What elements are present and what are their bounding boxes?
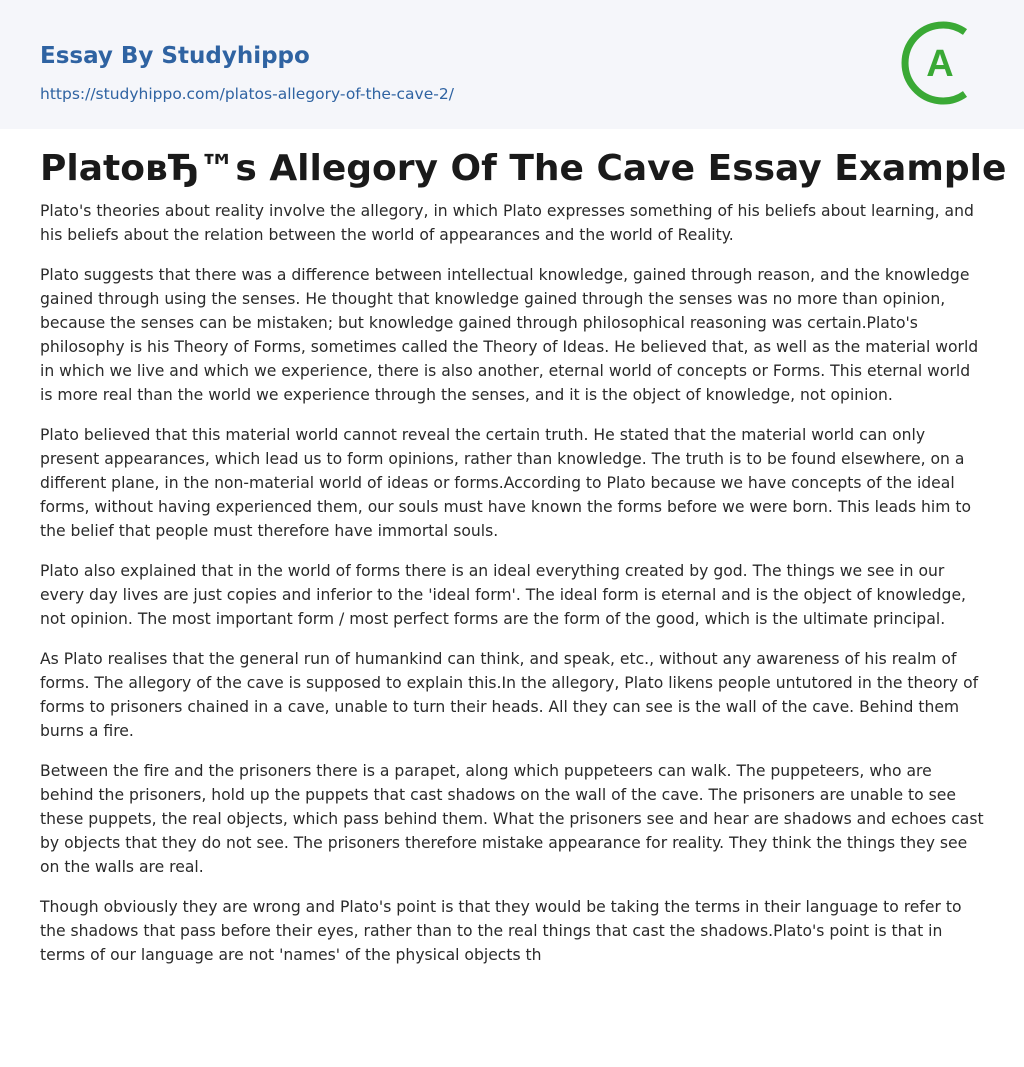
article-title: PlatoвЂ™s Allegory Of The Cave Essay Example bbox=[40, 148, 1007, 189]
article-paragraph: Plato also explained that in the world of forms there is an ideal everything created by god. The things we see in our every day lives are just copies and inferior to the 'ideal form'. The ideal form is eternal and is the object of knowledge, not opinion. The most important form / most perfect forms are the form of the good, which is the ultimate principal. bbox=[40, 562, 967, 628]
article-paragraph: Between the fire and the prisoners there is a parapet, along which puppeteers can walk. The puppeteers, who are behind the prisoners, hold up the puppets that cast shadows on the wall of the cave. The prisoners are unable to see these puppets, the real objects, which pass behind them. What the prisoners see and hear are shadows and echoes cast by objects that they do not see. The prisoners therefore mistake appearance for reality. They think the things they see on the walls are real. bbox=[40, 762, 984, 876]
article-paragraph: Though obviously they are wrong and Plato's point is that they would be taking the terms in their language to refer to the shadows that pass before their eyes, rather than to the real things that cast the shadows.Plato's point is that in terms of our language are not 'names' of the physical objects th bbox=[40, 898, 962, 964]
article-paragraph: Plato's theories about reality involve the allegory, in which Plato expresses something of his beliefs about learning, and his beliefs about the relation between the world of appearances and the world of Reality. bbox=[40, 202, 974, 244]
site-brand[interactable]: Essay By Studyhippo bbox=[40, 43, 310, 69]
site-header bbox=[0, 0, 1024, 129]
logo-icon[interactable] bbox=[897, 18, 987, 108]
article-body bbox=[0, 147, 1024, 967]
source-url-link[interactable]: https://studyhippo.com/platos-allegory-of-the-cave-2/ bbox=[40, 85, 454, 103]
article-paragraph: As Plato realises that the general run of humankind can think, and speak, etc., without any awareness of his realm of forms. The allegory of the cave is supposed to explain this.In the allegory, Plato likens people untutored in the theory of forms to prisoners chained in a cave, unable to turn their heads. All they can see is the wall of the cave. Behind them burns a fire. bbox=[40, 650, 979, 740]
article-paragraph: Plato suggests that there was a difference between intellectual knowledge, gained through reason, and the knowledge gained through using the senses. He thought that knowledge gained through the senses was no more than opinion, because the senses can be mistaken; but knowledge gained through philosophical reasoning was certain.Plato's philosophy is his Theory of Forms, sometimes called the Theory of Ideas. He believed that, as well as the material world in which we live and which we experience, there is also another, eternal world of concepts or Forms. This eternal world is more real than the world we experience through the senses, and it is the object of knowledge, not opinion. bbox=[40, 266, 979, 404]
article-paragraph: Plato believed that this material world cannot reveal the certain truth. He stated that the material world can only present appearances, which lead us to form opinions, rather than knowledge. The truth is to be found elsewhere, on a different plane, in the non-material world of ideas or forms.According to Plato because we have concepts of the ideal forms, without having experienced them, our souls must have known the forms before we were born. This leads him to the belief that people must therefore have immortal souls. bbox=[40, 426, 972, 540]
logo-letter: A bbox=[926, 43, 954, 85]
